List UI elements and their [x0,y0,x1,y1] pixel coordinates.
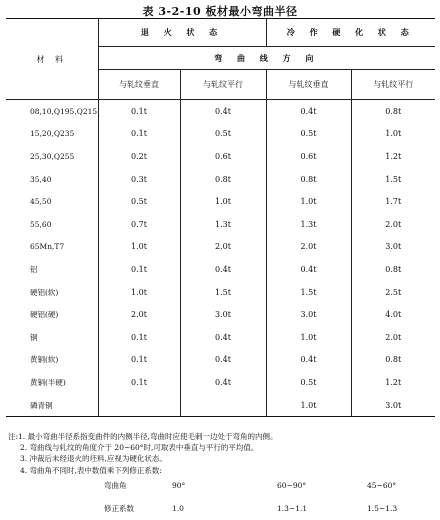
header-bend-direction: 弯 曲 线 方 向 [98,47,435,70]
radius-cell-a-perp: 0.1t [98,349,180,372]
radius-cell-c-par: 1.2t [351,145,435,168]
material-cell: 25,30,Q255 [30,151,75,161]
min-bend-radius-table [6,18,435,417]
radius-cell-c-perp: 1.0t [266,190,351,213]
material-cell: 65Mn,T7 [30,242,65,252]
material-cell: 08,10,Q195,Q215 [6,100,98,123]
table-row [6,168,435,191]
radius-cell-c-par: 0.8t [351,258,435,281]
factor-2: 1.3~1.1 [277,503,308,513]
radius-cell-a-par: 0.4t [180,326,266,349]
radius-cell-c-perp: 1.5t [266,281,351,304]
material-cell: 黄铜(半硬) [30,377,66,387]
radius-cell-c-perp: 3.0t [266,303,351,326]
radius-cell-c-perp: 0.5t [266,371,351,394]
radius-cell-c-perp: 1.0t [266,326,351,349]
material-cell: 硬铝(软) [30,287,59,297]
table-row [6,190,435,213]
radius-cell-a-par: 0.4t [180,371,266,394]
notes [8,431,434,476]
header-annealed-perpendicular: 与轧纹垂直 [98,70,180,100]
note-4: 4. 弯曲角不同时,表中数值乘下列修正系数: [20,465,162,475]
radius-cell-c-perp: 1.0t [266,394,351,417]
radius-cell-a-par: 1.3t [180,213,266,236]
table-row [6,281,435,304]
note-3: 3. 冲裁后未经退火的坯料,应视为硬化状态。 [20,454,167,464]
angle-1: 90° [172,481,186,491]
radius-cell-a-par: 2.0t [180,236,266,259]
radius-cell-c-par: 1.5t [351,168,435,191]
radius-cell-a-perp: 2.0t [98,303,180,326]
radius-cell-a-par: 0.6t [180,145,266,168]
angle-3: 45~60° [367,481,397,491]
radius-cell-a-perp: 0.5t [98,190,180,213]
table-row [6,100,435,123]
table-row [6,145,435,168]
radius-cell-a-par: 0.4t [180,349,266,372]
table-row [6,349,435,372]
material-cell: 铝 [30,264,38,274]
radius-cell-c-par: 2.0t [351,326,435,349]
angle-label: 弯曲角 [104,481,127,491]
table-row [6,326,435,349]
material-cell: 55,60 [30,219,52,229]
material-cell: 磷青铜 [6,394,98,417]
header-cold-parallel: 与轧纹平行 [351,70,435,100]
radius-cell-a-par: 1.0t [180,190,266,213]
radius-cell-a-par: 3.0t [180,303,266,326]
radius-cell-a-perp: 0.2t [98,145,180,168]
radius-cell-a-perp: 0.1t [98,258,180,281]
table-row [6,394,435,417]
radius-cell-a-perp: 0.7t [98,213,180,236]
angle-2: 60~90° [277,481,307,491]
radius-cell-a-par: 1.5t [180,281,266,304]
radius-cell-c-par: 4.0t [351,303,435,326]
radius-cell-c-perp: 2.0t [266,236,351,259]
radius-cell-a-perp: 0.1t [98,123,180,146]
radius-cell-a-perp: 1.0t [98,281,180,304]
radius-cell-c-perp: 0.4t [266,100,351,123]
radius-cell-a-perp [98,394,180,417]
header-annealed: 退 火 状 态 [98,19,266,47]
factor-1: 1.0 [172,503,184,513]
radius-cell-a-perp: 0.3t [98,168,180,191]
material-cell: 35,40 [30,174,52,184]
material-cell: 15,20,Q235 [30,129,75,139]
radius-cell-c-par: 1.2t [351,371,435,394]
header-cold-perpendicular: 与轧纹垂直 [266,70,351,100]
material-cell: 黄铜(软) [30,355,59,365]
radius-cell-c-par: 2.0t [351,213,435,236]
radius-cell-a-perp: 0.1t [98,326,180,349]
table-row [6,371,435,394]
radius-cell-a-par: 0.4t [180,258,266,281]
radius-cell-a-perp: 0.1t [98,371,180,394]
radius-cell-c-par: 3.0t [351,236,435,259]
table-row [6,213,435,236]
radius-cell-a-par: 0.4t [180,100,266,123]
table-row [6,258,435,281]
radius-cell-c-par: 0.8t [351,349,435,372]
material-cell: 硬铝(硬) [30,310,59,320]
material-cell: 铜 [30,332,38,342]
radius-cell-c-perp: 0.4t [266,258,351,281]
table-title: 表 3-2-10 板材最小弯曲半径 [142,5,298,18]
note-2: 2. 弯曲线与轧纹的角度介于 20~60°时,可取表中垂直与平行的平均值。 [20,443,259,453]
radius-cell-a-perp: 1.0t [98,236,180,259]
table-row [6,236,435,259]
radius-cell-c-par: 3.0t [351,394,435,417]
radius-cell-c-perp: 0.5t [266,123,351,146]
radius-cell-c-par: 1.7t [351,190,435,213]
radius-cell-a-par: 0.8t [180,168,266,191]
correction-coefficients [46,475,397,520]
material-cell: 45,50 [30,197,52,207]
header-material: 材 料 [6,19,98,100]
radius-cell-c-perp: 0.8t [266,168,351,191]
radius-cell-c-par: 2.5t [351,281,435,304]
radius-cell-c-perp: 0.6t [266,145,351,168]
header-annealed-parallel: 与轧纹平行 [180,70,266,100]
header-cold-hardened: 冷 作 硬 化 状 态 [266,19,435,47]
radius-cell-c-par: 1.0t [351,123,435,146]
factor-3: 1.5~1.3 [367,503,398,513]
radius-cell-a-perp: 0.1t [98,100,180,123]
radius-cell-c-perp: 0.4t [266,349,351,372]
note-1: 注:1. 最小弯曲半径系指变曲件的内侧半径,弯曲时应使毛刺一边处于弯角的内侧。 [8,432,278,441]
radius-cell-a-par [180,394,266,417]
radius-cell-c-par: 0.8t [351,100,435,123]
radius-cell-c-perp: 1.3t [266,213,351,236]
radius-cell-a-par: 0.5t [180,123,266,146]
factor-label: 修正系数 [104,503,134,513]
table-row [6,303,435,326]
table-row [6,123,435,146]
